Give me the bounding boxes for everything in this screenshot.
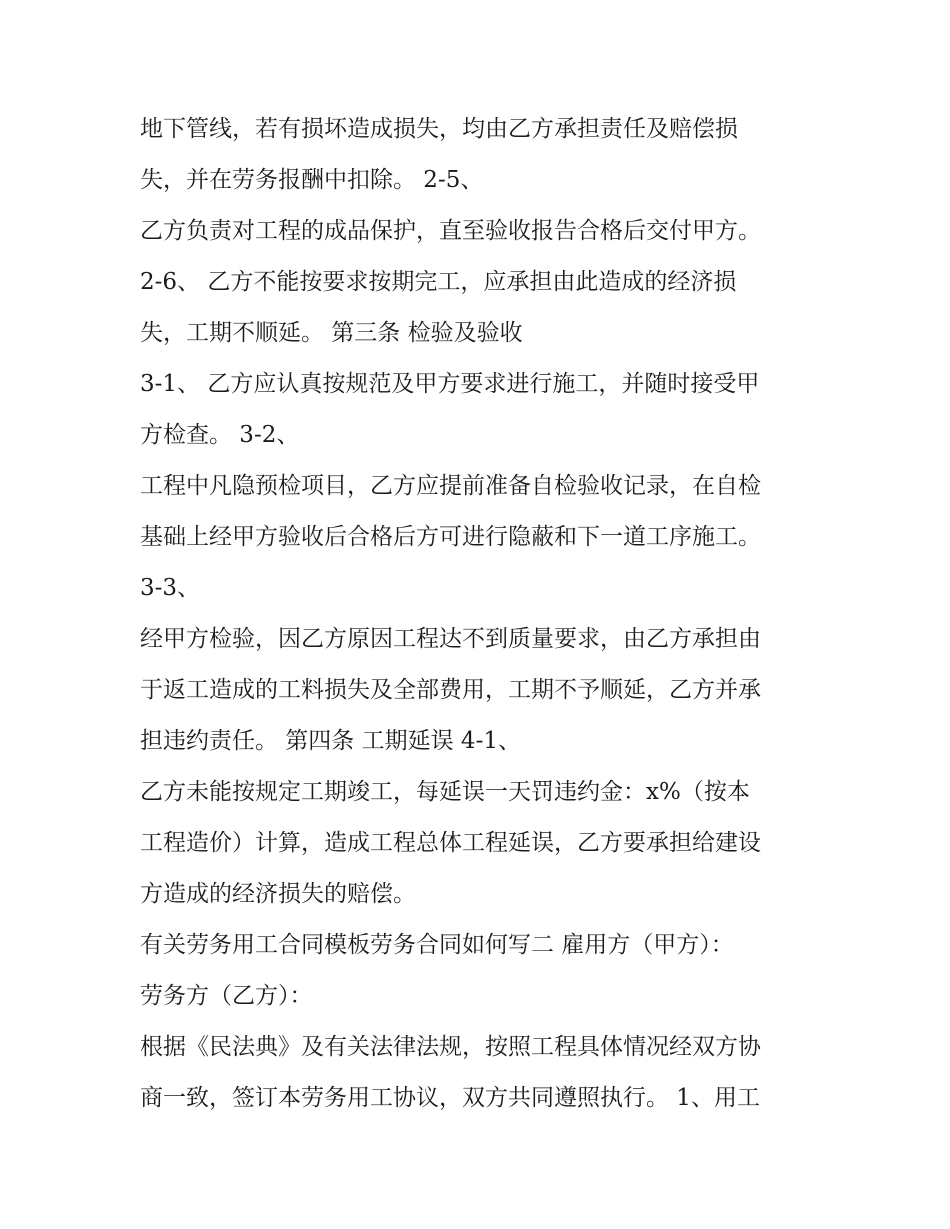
text-line: 失，工期不顺延。 第三条 检验及验收: [140, 320, 523, 346]
text-line: 工程造价）计算，造成工程总体工程延误，乙方要承担给建设: [140, 830, 761, 856]
text-line: 地下管线，若有损坏造成损失，均由乙方承担责任及赔偿损: [140, 116, 738, 142]
text-line: 3-1、 乙方应认真按规范及甲方要求进行施工，并随时接受甲: [140, 371, 760, 397]
text-line: 工程中凡隐预检项目，乙方应提前准备自检验收记录，在自检: [140, 473, 761, 499]
text-line: 方检查。 3-2、: [140, 422, 300, 448]
text-line: 根据《民法典》及有关法律法规，按照工程具体情况经双方协: [140, 1034, 761, 1060]
text-line: 劳务方（乙方）：: [140, 983, 313, 1009]
text-line: 2-6、 乙方不能按要求按期完工，应承担由此造成的经济损: [140, 269, 737, 295]
text-line: 基础上经甲方验收后合格后方可进行隐蔽和下一道工序施工。: [140, 524, 761, 550]
text-line: 方造成的经济损失的赔偿。: [140, 881, 416, 907]
text-line: 经甲方检验，因乙方原因工程达不到质量要求，由乙方承担由: [140, 626, 761, 652]
text-line: 有关劳务用工合同模板劳务合同如何写二 雇用方（甲方）：: [140, 932, 734, 958]
text-line: 乙方未能按规定工期竣工，每延误一天罚违约金：x%（按本: [140, 779, 750, 805]
text-line: 担违约责任。 第四条 工期延误 4-1、: [140, 728, 521, 754]
document-body: [140, 104, 840, 1124]
text-line: 商一致，签订本劳务用工协议，双方共同遵照执行。 1、用工: [140, 1085, 760, 1111]
text-line: 乙方负责对工程的成品保护，直至验收报告合格后交付甲方。: [140, 218, 761, 244]
text-line: 失，并在劳务报酬中扣除。 2-5、: [140, 167, 484, 193]
text-line: 于返工造成的工料损失及全部费用，工期不予顺延，乙方并承: [140, 677, 761, 703]
text-line: 3-3、: [140, 575, 201, 601]
